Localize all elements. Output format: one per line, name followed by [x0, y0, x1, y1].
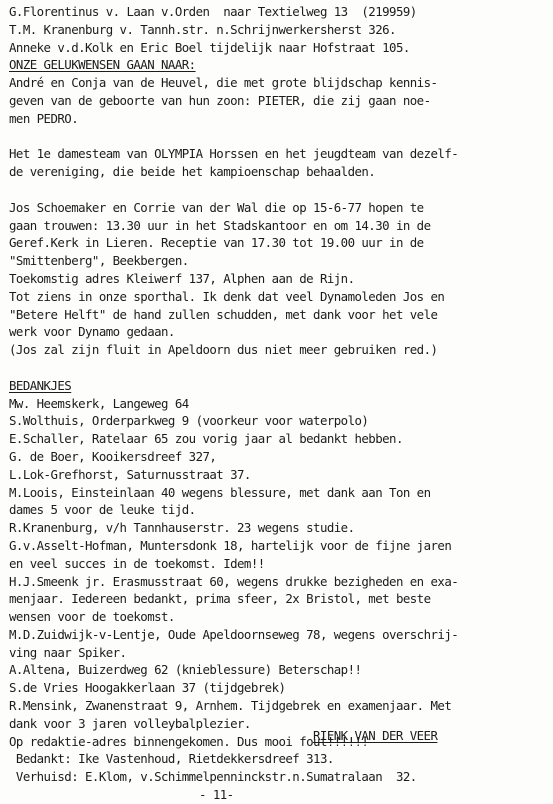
text-line: André en Conja van de Heuvel, die met grote blijdschap kennis-	[9, 75, 438, 91]
author-signature: RIENK VAN DER VEER	[313, 727, 438, 743]
list-item: E.Schaller, Ratelaar 65 zou vorig jaar al bedankt hebben.	[9, 431, 403, 447]
text-line: (Jos zal zijn fluit in Apeldoorn dus niet meer gebruiken red.)	[9, 342, 438, 358]
list-item: R.Kranenburg, v/h Tannhauserstr. 23 wegens studie.	[9, 520, 355, 536]
text-line: geven van de geboorte van hun zoon: PIETER, die zij gaan noe-	[9, 92, 431, 108]
list-item: A.Altena, Buizerdweg 62 (knieblessure) Beterschap!!	[9, 662, 362, 678]
list-item: en veel succes in de toekomst. Idem!!	[9, 555, 265, 571]
list-item: R.Mensink, Zwanenstraat 9, Arnhem. Tijdgebrek en examenjaar. Met	[9, 698, 452, 714]
list-item: S.Wolthuis, Orderparkweg 9 (voorkeur voor waterpolo)	[9, 413, 369, 429]
thanks-list	[9, 395, 547, 733]
text-line: men PEDRO.	[9, 110, 79, 126]
list-item: H.J.Smeenk jr. Erasmusstraat 60, wegens drukke bezigheden en exa-	[9, 573, 459, 589]
intro-block	[9, 3, 547, 56]
list-item: L.Lok-Grefhorst, Saturnusstraat 37.	[9, 466, 251, 482]
list-item: S.de Vries Hoogakkerlaan 37 (tijdgebrek)	[9, 680, 286, 696]
thanks-heading: BEDANKJES	[9, 377, 72, 393]
list-item: ving naar Spiker.	[9, 644, 127, 660]
list-item: Mw. Heemskerk, Langeweg 64	[9, 395, 189, 411]
list-item: M.D.Zuidwijk-v-Lentje, Oude Apeldoornseweg 78, wegens overschrij-	[9, 626, 459, 642]
olympia-announcement	[9, 145, 547, 181]
address-change-line: G.Florentinus v. Laan v.Orden naar Textielweg 13 (219959)	[9, 4, 417, 19]
list-item: wensen voor de toekomst.	[9, 609, 175, 625]
text-line: Geref.Kerk in Lieren. Receptie van 17.30 tot 19.00 uur in de	[9, 235, 424, 251]
text-line: Het 1e damesteam van OLYMPIA Horssen en het jeugdteam van dezelf-	[9, 146, 459, 162]
text-line: Tot ziens in onze sporthal. Ik denk dat veel Dynamoleden Jos en	[9, 288, 445, 304]
text-line: "Smittenberg", Beekbergen.	[9, 253, 189, 269]
list-item: menjaar. Iedereen bedankt, prima sfeer, 2x Bristol, met beste	[9, 591, 431, 607]
address-change-line: T.M. Kranenburg v. Tannh.str. n.Schrijnwerkersherst 326.	[9, 21, 396, 37]
text-line: "Betere Helft" de hand zullen schudden, met dank voor het vele	[9, 306, 438, 322]
closing-block	[9, 733, 547, 786]
list-item: G. de Boer, Kooikersdreef 327,	[9, 448, 217, 464]
congrats-heading: ONZE GELUKWENSEN GAAN NAAR:	[9, 57, 196, 73]
text-line: Bedankt: Ike Vastenhoud, Rietdekkersdreef 313.	[9, 751, 334, 767]
text-line: Verhuisd: E.Klom, v.Schimmelpenninckstr.n.Sumatralaan 32.	[9, 769, 417, 785]
list-item: G.v.Asselt-Hofman, Muntersdonk 18, hartelijk voor de fijne jaren	[9, 537, 452, 553]
text-line: Toekomstig adres Kleiwerf 137, Alphen aan de Rijn.	[9, 270, 355, 286]
list-item: dames 5 voor de leuke tijd.	[9, 502, 196, 518]
text-line: Op redaktie-adres binnengekomen. Dus mooi fout!!!!!!	[9, 733, 369, 749]
text-line: werk voor Dynamo gedaan.	[9, 324, 175, 340]
birth-announcement	[9, 74, 547, 127]
address-change-line: Anneke v.d.Kolk en Eric Boel tijdelijk naar Hofstraat 105.	[9, 39, 410, 55]
list-item: dank voor 3 jaren volleybalplezier.	[9, 715, 251, 731]
text-line: gaan trouwen: 13.30 uur in het Stadskantoor en om 14.30 in de	[9, 217, 431, 233]
text-line: de vereniging, die beide het kampioenschap behaalden.	[9, 164, 376, 180]
page-number: - 11-	[199, 787, 234, 803]
list-item: M.Loois, Einsteinlaan 40 wegens blessure, met dank aan Ton en	[9, 484, 431, 500]
text-line: Jos Schoemaker en Corrie van der Wal die op 15-6-77 hopen te	[9, 199, 424, 215]
wedding-announcement	[9, 199, 547, 359]
